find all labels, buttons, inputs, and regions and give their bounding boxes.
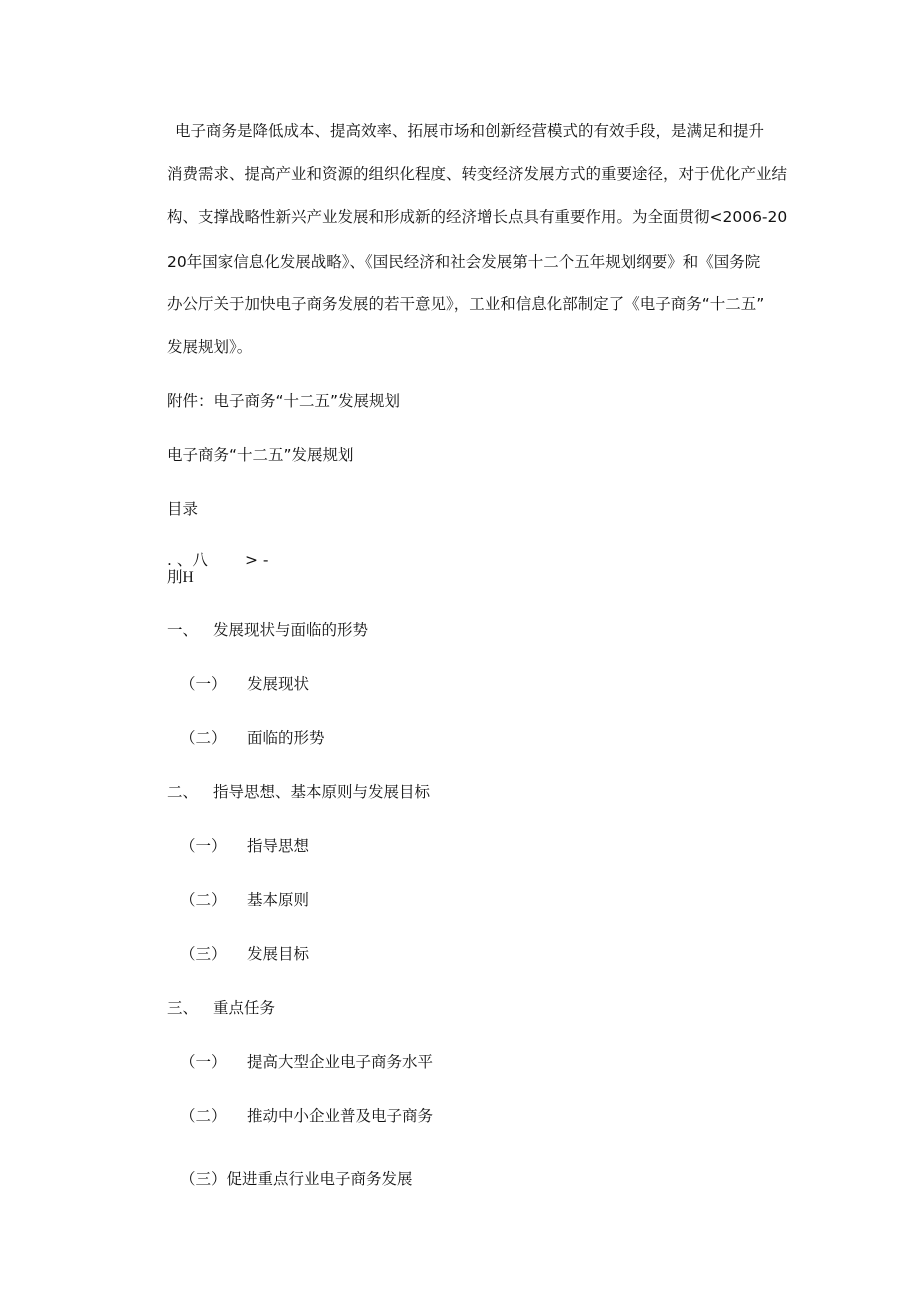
intro-line: 20年国家信息化发展战略》、《国民经济和社会发展第十二个五年规划纲要》和《国务院 (167, 253, 761, 271)
toc-item-text: 提高大型企业电子商务水平 (247, 1053, 434, 1071)
toc-item-number: 二、 (167, 783, 199, 801)
garbled-text: > - (245, 551, 269, 569)
intro-line: 电子商务是降低成本、提高效率、拓展市场和创新经营模式的有效手段，是满足和提升 (175, 122, 765, 140)
toc-item-number: （一） (180, 675, 227, 693)
toc-item-text: 重点任务 (213, 999, 276, 1017)
intro-line: 消费需求、提高产业和资源的组织化程度、转变经济发展方式的重要途径，对于优化产业结 (167, 165, 788, 183)
toc-item-number: （一） (180, 1053, 227, 1071)
garbled-text: . 、八 (167, 551, 208, 569)
toc-item-text: 指导思想、基本原则与发展目标 (213, 783, 431, 801)
toc-item-number: （二） (180, 729, 227, 747)
intro-line: 发展规划》。 (167, 338, 253, 356)
toc-item: （三）促进重点行业电子商务发展 (180, 1170, 413, 1188)
toc-item-text: 发展现状与面临的形势 (213, 621, 369, 639)
toc-item-text: 指导思想 (247, 837, 310, 855)
intro-line: 办公厅关于加快电子商务发展的若干意见》，工业和信息化部制定了《电子商务“十二五” (167, 295, 765, 313)
toc-title: 目录 (167, 500, 199, 518)
toc-item-text: 发展目标 (247, 945, 310, 963)
toc-item-text: 推动中小企业普及电子商务 (247, 1107, 434, 1125)
attachment-line: 附件：电子商务“十二五”发展规划 (167, 392, 401, 410)
garbled-text: 刖H (167, 569, 194, 586)
toc-item-number: （二） (180, 1107, 227, 1125)
toc-item-number: （二） (180, 891, 227, 909)
toc-item-number: 一、 (167, 621, 199, 639)
toc-item-number: （一） (180, 837, 227, 855)
toc-item-text: 面临的形势 (247, 729, 325, 747)
toc-item-text: 发展现状 (247, 675, 310, 693)
toc-item-text: 基本原则 (247, 891, 310, 909)
toc-item-number: （三） (180, 945, 227, 963)
intro-line: 构、支撑战略性新兴产业发展和形成新的经济增长点具有重要作用。为全面贯彻<2006-20 (167, 208, 788, 226)
toc-item-number: 三、 (167, 999, 199, 1017)
plan-title: 电子商务“十二五”发展规划 (167, 446, 354, 464)
